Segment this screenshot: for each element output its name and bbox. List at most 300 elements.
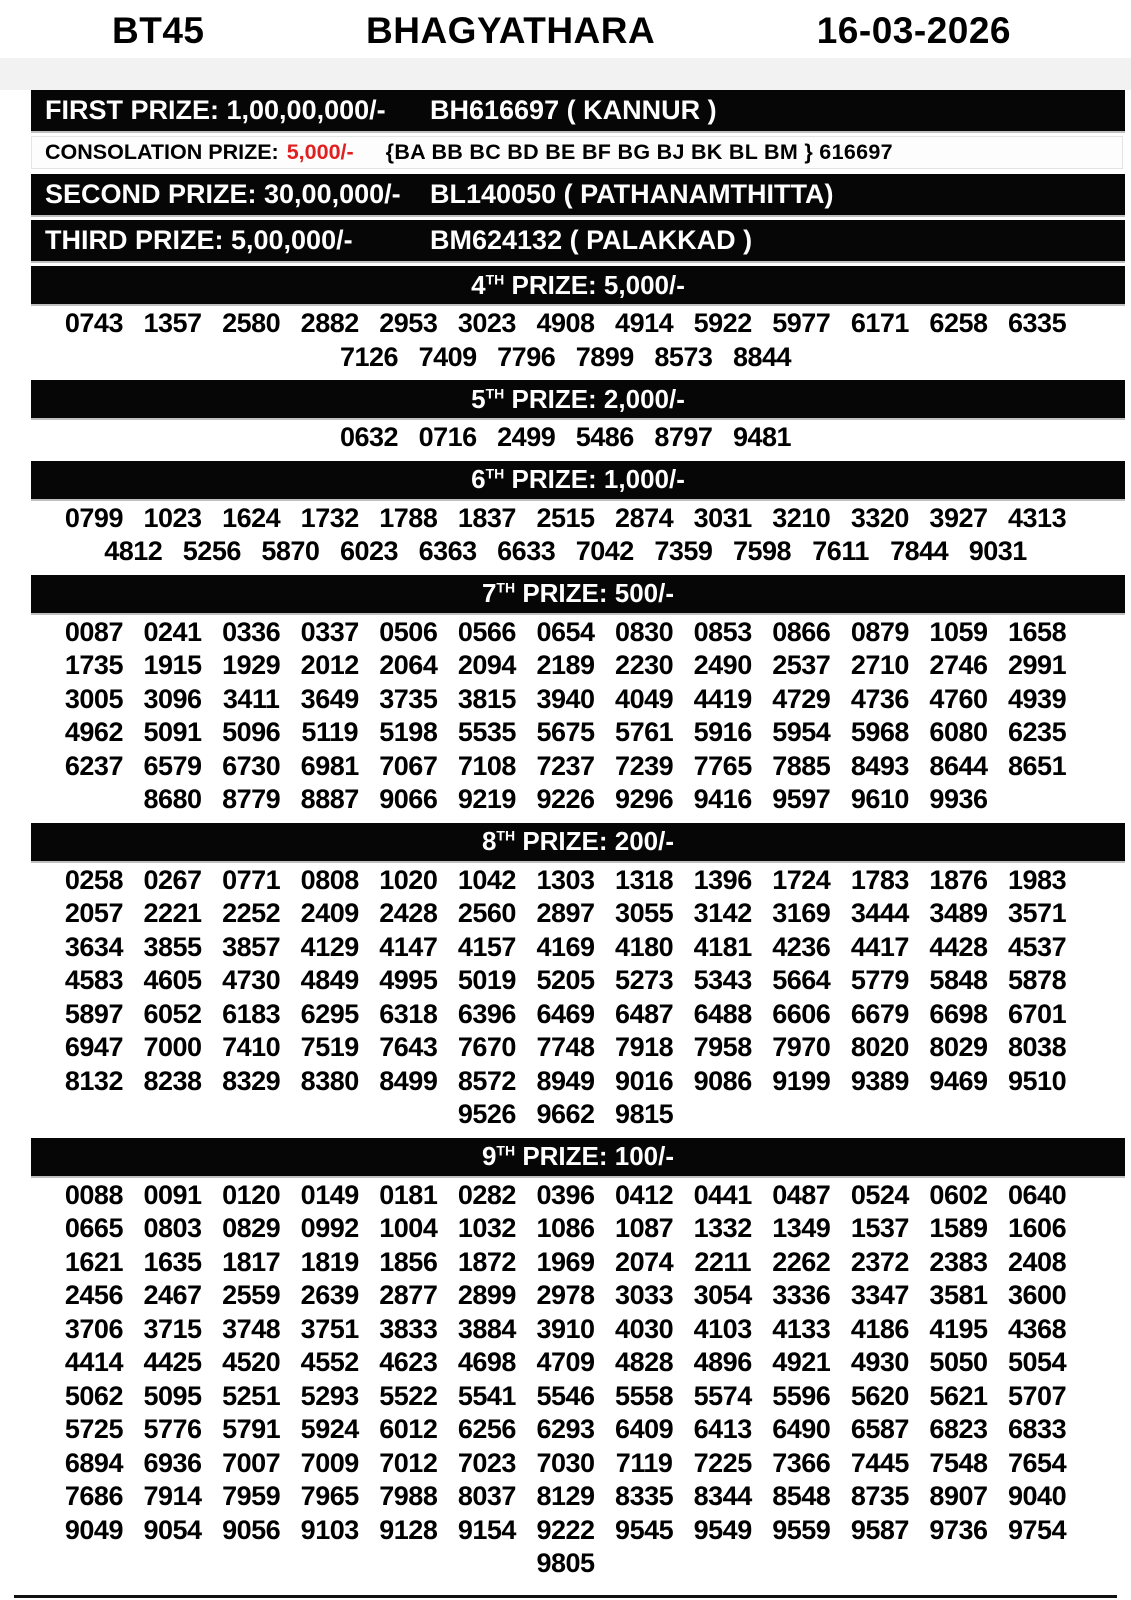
- ticket-number: 5535: [457, 717, 516, 747]
- ticket-number: 7007: [222, 1447, 281, 1478]
- ticket-number: 6730: [222, 750, 281, 781]
- prize-section-header: [31, 1138, 1125, 1176]
- ticket-number: 6679: [850, 998, 909, 1029]
- third-prize-bar: [31, 220, 1125, 261]
- ticket-number: 4537: [1008, 931, 1067, 962]
- ticket-number: 9296: [615, 784, 674, 814]
- ticket-number: 4849: [300, 965, 359, 995]
- ticket-number: 7445: [850, 1447, 909, 1478]
- ticket-number: 9549: [693, 1514, 752, 1545]
- ticket-number: 1876: [929, 864, 988, 895]
- winning-numbers-grid: [55, 616, 1077, 817]
- ticket-number: 4962: [64, 717, 123, 747]
- ticket-number: 2409: [300, 898, 359, 928]
- ticket-number: 4414: [64, 1347, 123, 1377]
- ticket-number: 7000: [143, 1032, 202, 1062]
- ticket-number: 9662: [536, 1099, 595, 1129]
- ticket-number: 9469: [929, 1065, 988, 1096]
- ticket-number: 1537: [850, 1213, 909, 1243]
- ticket-number: 9526: [457, 1099, 516, 1129]
- ticket-number: 6409: [615, 1414, 674, 1444]
- ticket-number: 6833: [1008, 1414, 1067, 1444]
- ticket-number: 4419: [693, 683, 752, 714]
- ticket-number: 4583: [64, 965, 123, 995]
- ticket-number: 9587: [850, 1514, 909, 1545]
- ticket-number: 5954: [772, 717, 831, 747]
- ticket-number: 1303: [536, 864, 595, 895]
- ticket-number: 9545: [615, 1514, 674, 1545]
- consolation-prize-amount: 5,000/-: [286, 140, 354, 164]
- ticket-number: 9031: [968, 536, 1027, 566]
- ticket-number: 2490: [693, 650, 752, 680]
- ticket-number: 5870: [261, 536, 320, 566]
- ticket-number: 2515: [536, 502, 595, 533]
- draw-date: 16-03-2026: [816, 10, 1011, 51]
- ticket-number: 8335: [615, 1481, 674, 1511]
- ticket-number: 4921: [772, 1347, 831, 1377]
- ticket-number: 7885: [772, 750, 831, 781]
- ticket-number: 6579: [143, 750, 202, 781]
- ticket-number: 1788: [379, 502, 438, 533]
- ticket-number: 8329: [222, 1065, 281, 1096]
- ticket-number: 1004: [379, 1213, 438, 1243]
- prize-section: [0, 823, 1131, 1132]
- ticket-number: 9086: [693, 1065, 752, 1096]
- ticket-number: 4828: [615, 1347, 674, 1377]
- ticket-number: 9754: [1008, 1514, 1067, 1545]
- ticket-number: 8680: [143, 784, 202, 814]
- prize-section: [0, 380, 1131, 455]
- ticket-number: 4812: [104, 536, 163, 566]
- ticket-number: 0487: [772, 1179, 831, 1210]
- ticket-number: 7410: [222, 1032, 281, 1062]
- ticket-number: 2537: [772, 650, 831, 680]
- ticket-number: 7844: [890, 536, 949, 566]
- ticket-number: 4195: [929, 1313, 988, 1344]
- ticket-number: 5019: [457, 965, 516, 995]
- ticket-number: 4623: [379, 1347, 438, 1377]
- ticket-number: 7918: [615, 1032, 674, 1062]
- ticket-number: 9128: [379, 1514, 438, 1545]
- ticket-number: 7914: [143, 1481, 202, 1511]
- ticket-number: 1606: [1008, 1213, 1067, 1243]
- ticket-number: 3033: [615, 1280, 674, 1310]
- ticket-number: 5198: [379, 717, 438, 747]
- ticket-number: 3210: [772, 502, 831, 533]
- ticket-number: 5924: [300, 1414, 359, 1444]
- ticket-number: 3649: [300, 683, 359, 714]
- ticket-number: 3634: [64, 931, 123, 962]
- ticket-number: 5273: [615, 965, 674, 995]
- ticket-number: 0336: [222, 616, 281, 647]
- ticket-number: 5062: [64, 1380, 123, 1411]
- ticket-number: 4939: [1008, 683, 1067, 714]
- ticket-number: 0441: [693, 1179, 752, 1210]
- prize-section-title: 7TH PRIZE: 500/-: [481, 578, 675, 608]
- ticket-number: 3055: [615, 898, 674, 928]
- ticket-number: 7126: [339, 341, 399, 372]
- ticket-number: 3910: [536, 1313, 595, 1344]
- ticket-number: 5054: [1008, 1347, 1067, 1377]
- ticket-number: 1817: [222, 1246, 281, 1277]
- ticket-number: 5916: [693, 717, 752, 747]
- ticket-number: 3751: [300, 1313, 359, 1344]
- ticket-number: 0632: [339, 422, 399, 452]
- prize-section-header: [31, 461, 1125, 499]
- ticket-number: 8493: [850, 750, 909, 781]
- ticket-number: 6256: [457, 1414, 516, 1444]
- ticket-number: 4186: [850, 1313, 909, 1344]
- ticket-number: 5546: [536, 1380, 595, 1411]
- ticket-number: 6701: [1008, 998, 1067, 1029]
- ticket-number: 4169: [536, 931, 595, 962]
- winning-numbers-grid: [55, 421, 1077, 455]
- ticket-number: 1856: [379, 1246, 438, 1277]
- ticket-number: 5968: [850, 717, 909, 747]
- ticket-number: 9154: [457, 1514, 516, 1545]
- winning-numbers-grid: [55, 307, 1077, 374]
- ticket-number: 1032: [457, 1213, 516, 1243]
- lottery-name: BHAGYATHARA: [366, 10, 656, 51]
- ticket-number: 3444: [850, 898, 909, 928]
- ticket-number: 3411: [222, 683, 280, 714]
- ticket-number: 0640: [1008, 1179, 1067, 1210]
- ticket-number: 2221: [143, 898, 202, 928]
- ticket-number: 9056: [222, 1514, 281, 1545]
- ticket-number: 6295: [300, 998, 359, 1029]
- ticket-number: 2467: [143, 1280, 202, 1310]
- ticket-number: 6023: [339, 536, 399, 566]
- ticket-number: 8573: [654, 341, 713, 372]
- ticket-number: 7958: [693, 1032, 752, 1062]
- ticket-number: 0992: [300, 1213, 359, 1243]
- ticket-number: 7119: [615, 1447, 673, 1478]
- prize-section-title: 5TH PRIZE: 2,000/-: [471, 383, 685, 414]
- ticket-number: 1059: [929, 616, 988, 647]
- ticket-number: 1589: [929, 1213, 988, 1243]
- prize-section-header: [31, 266, 1125, 304]
- ticket-number: 9559: [772, 1514, 831, 1545]
- ticket-number: 5486: [575, 422, 634, 452]
- third-prize-label: THIRD PRIZE: 5,00,000/-: [45, 225, 353, 255]
- ticket-number: 0566: [457, 616, 516, 647]
- ticket-number: 4157: [457, 931, 516, 962]
- prize-section-header: [31, 380, 1125, 418]
- ticket-number: 3096: [143, 683, 202, 714]
- ticket-number: 3054: [693, 1280, 752, 1310]
- ticket-number: 1732: [300, 502, 359, 533]
- ticket-number: 4181: [693, 931, 752, 962]
- prize-section-title: 8TH PRIZE: 200/-: [481, 826, 675, 856]
- ticket-number: 8380: [300, 1065, 359, 1096]
- ticket-number: 3884: [457, 1313, 516, 1344]
- ticket-number: 4368: [1008, 1313, 1067, 1344]
- ticket-number: 6396: [457, 998, 516, 1029]
- ticket-number: 6237: [64, 750, 123, 781]
- ticket-number: 2094: [457, 650, 516, 680]
- ticket-number: 3735: [379, 683, 438, 714]
- ticket-number: 5095: [143, 1380, 202, 1411]
- ticket-number: 0506: [379, 616, 438, 647]
- ticket-number: 2064: [379, 650, 438, 680]
- ticket-number: 5205: [536, 965, 595, 995]
- ticket-number: 9610: [850, 784, 909, 814]
- ticket-number: 5256: [182, 536, 241, 566]
- ticket-number: 0412: [615, 1179, 674, 1210]
- ticket-number: 6469: [536, 998, 595, 1029]
- ticket-number: 5664: [772, 965, 831, 995]
- ticket-number: 0799: [64, 502, 123, 533]
- ticket-number: 8029: [929, 1032, 988, 1062]
- ticket-number: 6606: [772, 998, 831, 1029]
- ticket-number: 2639: [300, 1280, 359, 1310]
- ticket-number: 5620: [850, 1380, 909, 1411]
- ticket-number: 5776: [143, 1414, 202, 1444]
- ticket-number: 7796: [497, 341, 556, 372]
- ticket-number: 4552: [300, 1347, 359, 1377]
- ticket-number: 7030: [536, 1447, 595, 1478]
- ticket-number: 2230: [615, 650, 674, 680]
- ticket-number: 7988: [379, 1481, 438, 1511]
- ticket-number: 8887: [300, 784, 359, 814]
- ticket-number: 1735: [64, 650, 123, 680]
- ticket-number: 6258: [929, 308, 988, 338]
- ticket-number: 7359: [654, 536, 713, 566]
- ticket-number: 9016: [615, 1065, 674, 1096]
- ticket-number: 8735: [850, 1481, 909, 1511]
- first-prize-label: FIRST PRIZE: 1,00,00,000/-: [45, 95, 386, 125]
- ticket-number: 0241: [143, 616, 202, 647]
- ticket-number: 8020: [850, 1032, 909, 1062]
- ticket-number: 7611: [812, 536, 869, 566]
- ticket-number: 2499: [497, 422, 556, 452]
- ticket-number: 0665: [64, 1213, 123, 1243]
- ticket-number: 2580: [222, 308, 281, 338]
- ticket-number: 0853: [693, 616, 752, 647]
- prize-section: [0, 575, 1131, 817]
- ticket-number: 3571: [1008, 898, 1067, 928]
- ticket-number: 3815: [457, 683, 516, 714]
- ticket-number: 4908: [536, 308, 595, 338]
- ticket-number: 5574: [693, 1380, 752, 1411]
- ticket-number: 0091: [143, 1179, 202, 1210]
- ticket-number: 5541: [457, 1380, 516, 1411]
- ticket-number: 0803: [143, 1213, 202, 1243]
- ticket-number: 1969: [536, 1246, 595, 1277]
- ticket-number: 7239: [615, 750, 674, 781]
- ticket-number: 7970: [772, 1032, 831, 1062]
- ticket-number: 5119: [301, 717, 358, 747]
- ticket-number: 4313: [1008, 502, 1067, 533]
- ticket-number: 9597: [772, 784, 831, 814]
- ticket-number: 2074: [615, 1246, 674, 1277]
- ticket-number: 2882: [300, 308, 359, 338]
- ticket-number: 8907: [929, 1481, 988, 1511]
- ticket-number: 3347: [850, 1280, 909, 1310]
- ticket-number: 2560: [457, 898, 516, 928]
- ticket-number: 8949: [536, 1065, 595, 1096]
- ticket-number: 1819: [300, 1246, 359, 1277]
- ticket-number: 1915: [143, 650, 202, 680]
- consolation-prize-label: CONSOLATION PRIZE:: [45, 140, 279, 164]
- ticket-number: 1020: [379, 864, 438, 895]
- ticket-number: 0258: [64, 864, 123, 895]
- ticket-number: 6293: [536, 1414, 595, 1444]
- ticket-number: 3927: [929, 502, 988, 533]
- ticket-number: 4030: [615, 1313, 674, 1344]
- ticket-number: 2978: [536, 1280, 595, 1310]
- ticket-number: 9736: [929, 1514, 988, 1545]
- ticket-number: 3715: [143, 1313, 202, 1344]
- ticket-number: 2746: [929, 650, 988, 680]
- ticket-number: 7670: [457, 1032, 516, 1062]
- ticket-number: 5522: [379, 1380, 438, 1411]
- ticket-number: 7965: [300, 1481, 359, 1511]
- ticket-number: 8132: [64, 1065, 123, 1096]
- ticket-number: 6318: [379, 998, 438, 1029]
- ticket-number: 7643: [379, 1032, 438, 1062]
- ticket-number: 9389: [850, 1065, 909, 1096]
- ticket-number: 5922: [693, 308, 752, 338]
- ticket-number: 5791: [222, 1414, 281, 1444]
- ticket-number: 0808: [300, 864, 359, 895]
- ticket-number: 0879: [850, 616, 909, 647]
- ticket-number: 4129: [300, 931, 359, 962]
- winning-numbers-grid: [55, 502, 1077, 569]
- ticket-number: 6335: [1008, 308, 1067, 338]
- ticket-number: 8548: [772, 1481, 831, 1511]
- ticket-number: 3940: [536, 683, 595, 714]
- ticket-number: 3706: [64, 1313, 123, 1344]
- ticket-number: 3320: [850, 502, 909, 533]
- ticket-number: 8797: [654, 422, 713, 452]
- bottom-divider: [14, 1595, 1117, 1598]
- ticket-number: 0829: [222, 1213, 281, 1243]
- first-prize-winner: BH616697 ( KANNUR ): [430, 95, 717, 125]
- ticket-number: 1042: [457, 864, 516, 895]
- ticket-number: 1837: [457, 502, 516, 533]
- ticket-number: 4147: [379, 931, 438, 962]
- ticket-number: 3023: [457, 308, 516, 338]
- ticket-number: 3748: [222, 1313, 281, 1344]
- ticket-number: 3857: [222, 931, 281, 962]
- winning-numbers-grid: [55, 1179, 1077, 1581]
- ticket-number: 0743: [64, 308, 123, 338]
- second-prize-bar: [31, 174, 1125, 215]
- ticket-number: 1086: [536, 1213, 595, 1243]
- ticket-number: 2012: [300, 650, 359, 680]
- ticket-number: 2408: [1008, 1246, 1067, 1277]
- ticket-number: 3169: [772, 898, 831, 928]
- ticket-number: 6490: [772, 1414, 831, 1444]
- ticket-number: 3336: [772, 1280, 831, 1310]
- ticket-number: 5977: [772, 308, 831, 338]
- third-prize-winner: BM624132 ( PALAKKAD ): [430, 225, 753, 255]
- ticket-number: 6698: [929, 998, 988, 1029]
- second-prize-label: SECOND PRIZE: 30,00,000/-: [45, 179, 401, 209]
- ticket-number: 6488: [693, 998, 752, 1029]
- ticket-number: 0830: [615, 616, 674, 647]
- lottery-draw-code: BT45: [112, 10, 205, 51]
- prize-section-title: 4TH PRIZE: 5,000/-: [471, 269, 685, 300]
- ticket-number: 0120: [222, 1179, 281, 1210]
- ticket-number: 9054: [143, 1514, 202, 1545]
- ticket-number: 5091: [143, 717, 202, 747]
- winning-numbers-grid: [55, 864, 1077, 1132]
- ticket-number: 9049: [64, 1514, 123, 1545]
- ticket-number: 6633: [497, 536, 556, 566]
- ticket-number: 4428: [929, 931, 988, 962]
- ticket-number: 4103: [693, 1313, 752, 1344]
- ticket-number: 2897: [536, 898, 595, 928]
- ticket-number: 6947: [64, 1032, 123, 1062]
- ticket-number: 2252: [222, 898, 281, 928]
- ticket-number: 7366: [772, 1447, 831, 1478]
- ticket-number: 7237: [536, 750, 595, 781]
- ticket-number: 2953: [379, 308, 438, 338]
- ticket-number: 4729: [772, 683, 831, 714]
- ticket-number: 2991: [1008, 650, 1067, 680]
- ticket-number: 1357: [143, 308, 202, 338]
- prize-section-title: 6TH PRIZE: 1,000/-: [471, 464, 685, 494]
- ticket-number: 8037: [457, 1481, 516, 1511]
- consolation-prize-row: [31, 136, 1123, 169]
- ticket-number: 7899: [575, 341, 634, 372]
- ticket-number: 2710: [850, 650, 909, 680]
- ticket-number: 9103: [300, 1514, 359, 1545]
- ticket-number: 2874: [615, 502, 674, 533]
- ticket-number: 4049: [615, 683, 674, 714]
- ticket-number: 4425: [143, 1347, 202, 1377]
- ticket-number: 2877: [379, 1280, 438, 1310]
- ticket-number: 7959: [222, 1481, 281, 1511]
- ticket-number: 0524: [850, 1179, 909, 1210]
- ticket-number: 8344: [693, 1481, 752, 1511]
- ticket-number: 1349: [772, 1213, 831, 1243]
- ticket-number: 2211: [694, 1246, 751, 1277]
- ticket-number: 5293: [300, 1380, 359, 1411]
- ticket-number: 3031: [693, 502, 752, 533]
- ticket-number: 3489: [929, 898, 988, 928]
- ticket-number: 5558: [615, 1380, 674, 1411]
- ticket-number: 7519: [300, 1032, 359, 1062]
- ticket-number: 6052: [143, 998, 202, 1029]
- ticket-number: 7067: [379, 750, 438, 781]
- header-divider-strip: [0, 58, 1131, 90]
- prize-sections: [0, 266, 1131, 1581]
- ticket-number: 4995: [379, 965, 438, 995]
- ticket-number: 9222: [536, 1514, 595, 1545]
- ticket-number: 4698: [457, 1347, 516, 1377]
- ticket-number: 6080: [929, 717, 988, 747]
- prize-section-header: [31, 823, 1125, 861]
- ticket-number: 6936: [143, 1447, 202, 1478]
- ticket-number: 0181: [379, 1179, 438, 1210]
- ticket-number: 2189: [536, 650, 595, 680]
- ticket-number: 5779: [850, 965, 909, 995]
- ticket-number: 1318: [615, 864, 674, 895]
- ticket-number: 6487: [615, 998, 674, 1029]
- ticket-number: 0267: [143, 864, 202, 895]
- ticket-number: 0771: [222, 864, 281, 895]
- ticket-number: 1396: [693, 864, 752, 895]
- prize-section: [0, 1138, 1131, 1581]
- ticket-number: 7654: [1008, 1447, 1067, 1478]
- ticket-number: 6235: [1008, 717, 1067, 747]
- ticket-number: 5343: [693, 965, 752, 995]
- ticket-number: 0396: [536, 1179, 595, 1210]
- ticket-number: 9510: [1008, 1065, 1067, 1096]
